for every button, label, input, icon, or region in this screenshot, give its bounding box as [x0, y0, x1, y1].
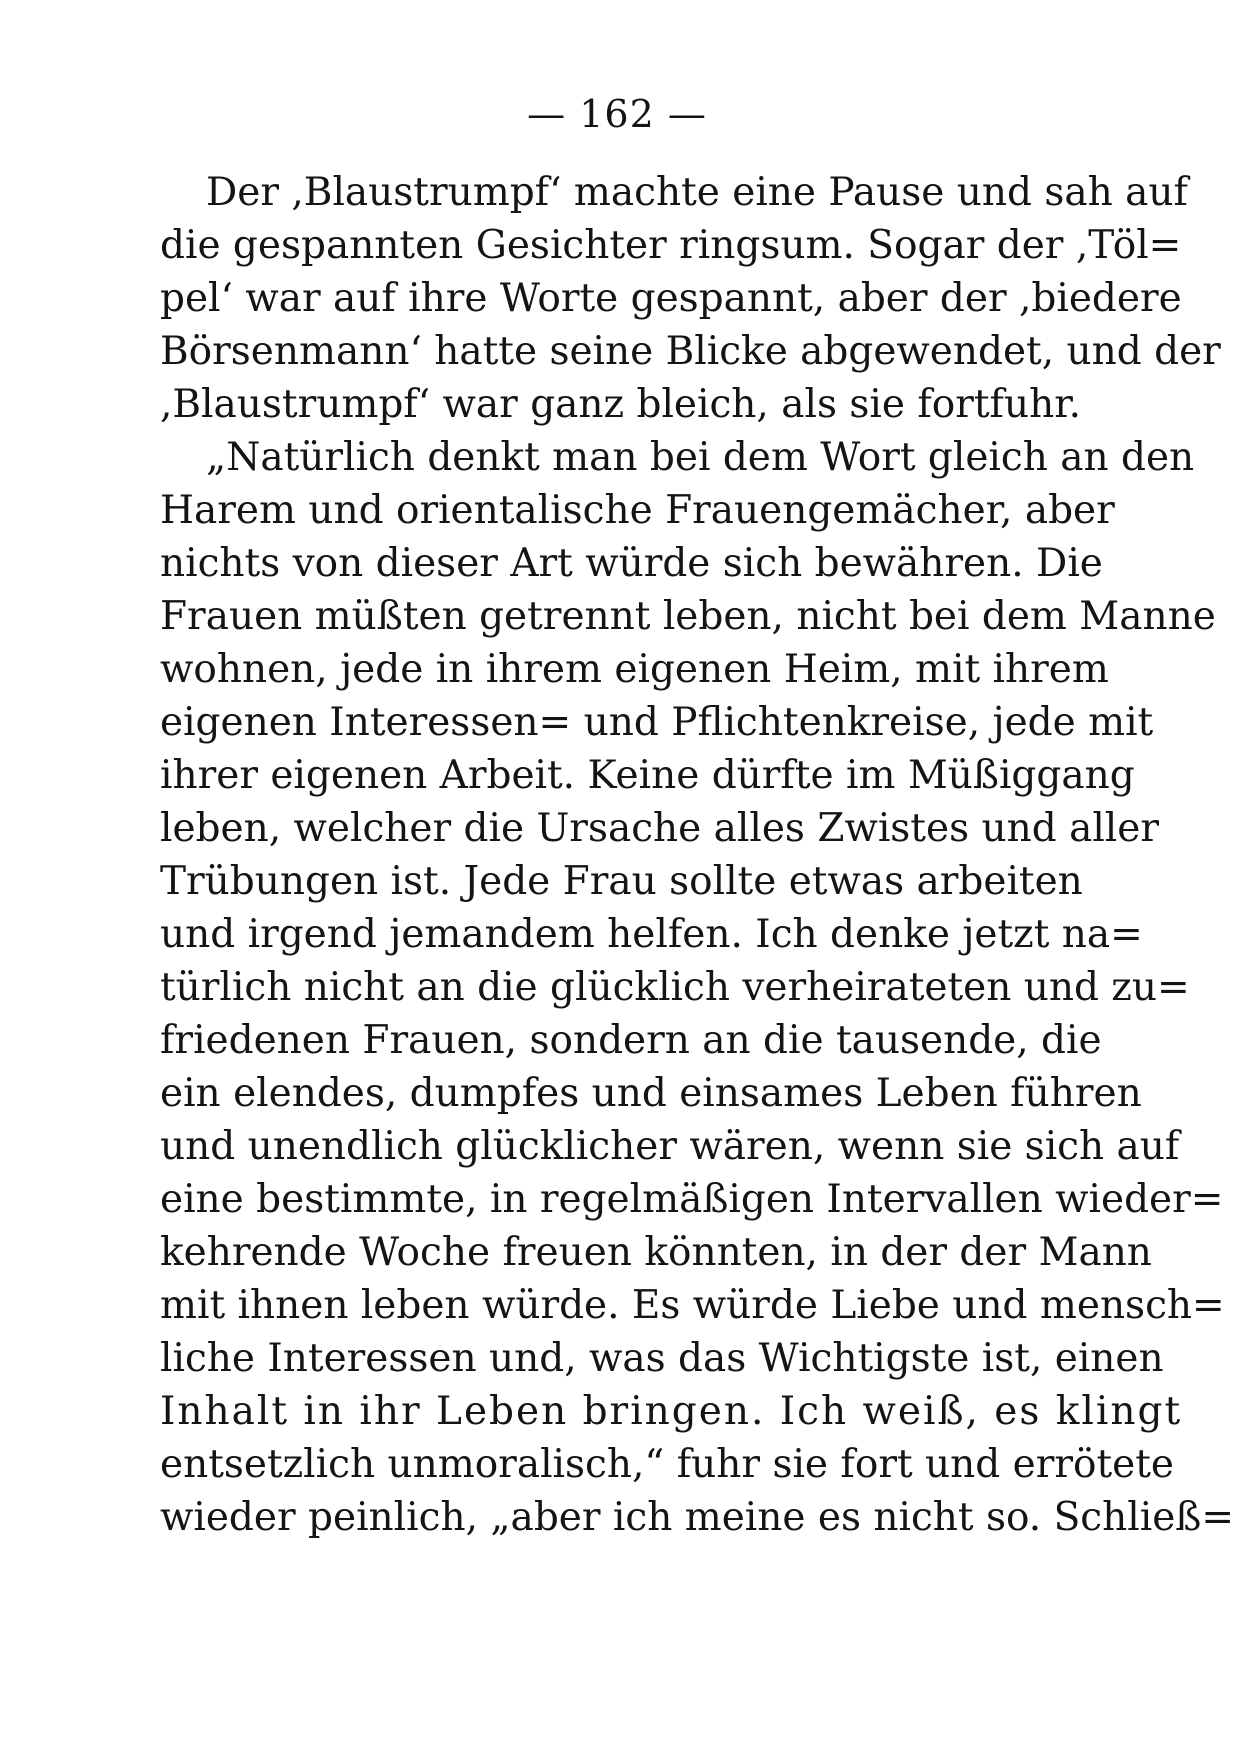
text-line: entsetzlich unmoralisch,“ fuhr sie fort und errötete — [160, 1442, 1174, 1487]
text-line: Trübungen ist. Jede Frau sollte etwas arbeiten — [160, 859, 1083, 904]
text-line: wieder peinlich, „aber ich meine es nicht so. Schließ= — [160, 1495, 1234, 1540]
text-line: Frauen müßten getrennt leben, nicht bei dem Manne — [160, 594, 1216, 639]
text-line: und irgend jemandem helfen. Ich denke jetzt na= — [160, 912, 1143, 957]
text-line: ,Blaustrumpf‘ war ganz bleich, als sie fortfuhr. — [160, 382, 1081, 427]
text-line: türlich nicht an die glücklich verheirateten und zu= — [160, 965, 1190, 1010]
text-line: „Natürlich denkt man bei dem Wort gleich an den — [206, 435, 1195, 480]
body-text — [160, 166, 1234, 1544]
text-line: kehrende Woche freuen könnten, in der der Mann — [160, 1230, 1152, 1275]
text-line: pel‘ war auf ihre Worte gespannt, aber der ,biedere — [160, 276, 1182, 321]
text-line: ihrer eigenen Arbeit. Keine dürfte im Müßiggang — [160, 753, 1135, 798]
text-line: mit ihnen leben würde. Es würde Liebe und mensch= — [160, 1283, 1225, 1328]
text-line: liche Interessen und, was das Wichtigste ist, einen — [160, 1336, 1164, 1381]
text-line: ein elendes, dumpfes und einsames Leben führen — [160, 1071, 1142, 1116]
text-line: friedenen Frauen, sondern an die tausende, die — [160, 1018, 1102, 1063]
text-line: die gespannten Gesichter ringsum. Sogar der ,Töl= — [160, 223, 1182, 268]
text-line: nichts von dieser Art würde sich bewähren. Die — [160, 541, 1103, 586]
text-line: Börsenmann‘ hatte seine Blicke abgewendet, und der — [160, 329, 1221, 374]
text-line: und unendlich glücklicher wären, wenn sie sich auf — [160, 1124, 1180, 1169]
text-line: Der ,Blaustrumpf‘ machte eine Pause und sah auf — [206, 170, 1188, 215]
text-line: eigenen Interessen= und Pflichtenkreise, jede mit — [160, 700, 1154, 745]
page-number: — 162 — — [527, 92, 707, 136]
text-line: wohnen, jede in ihrem eigenen Heim, mit ihrem — [160, 647, 1109, 692]
text-line: leben, welcher die Ursache alles Zwistes und aller — [160, 806, 1159, 851]
text-line: Harem und orientalische Frauengemächer, aber — [160, 488, 1115, 533]
text-line: Inhalt in ihr Leben bringen. Ich weiß, es klingt — [160, 1389, 1183, 1434]
text-line: eine bestimmte, in regelmäßigen Intervallen wieder= — [160, 1177, 1224, 1222]
